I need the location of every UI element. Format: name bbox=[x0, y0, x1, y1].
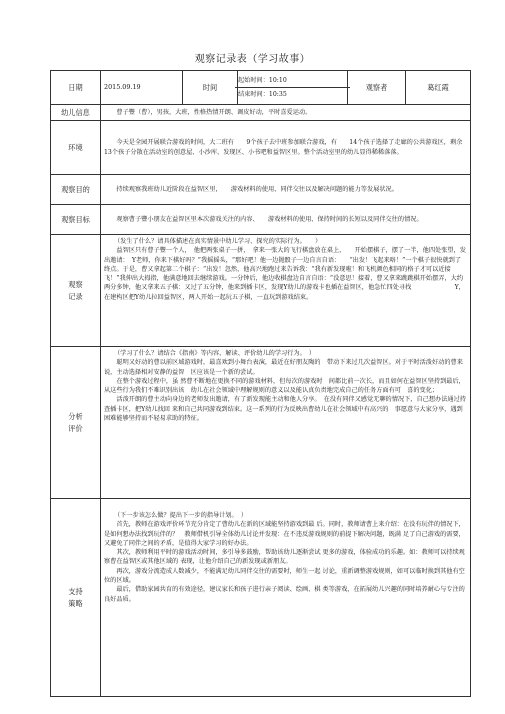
document-title: 观察记录表（学习故事） bbox=[194, 54, 311, 65]
support-row bbox=[51, 499, 471, 697]
analysis-paragraph-3: 活泼开朗的曹主动向身边的老师发出邀请，有了新发现能主动和他人分享。 在没有同伴又感觉无聊的情况下，自己想办法通过持查插卡区，把Y幼儿找回 来和自己共同游戏到结束。这一系列的行为反映出曹幼儿在社会领域中有高兴的 事愿意与大家分享，遇到困难能够坚持而不轻易求助的特征。 bbox=[104, 396, 466, 423]
child-info-row bbox=[51, 105, 471, 121]
observation-body: 益智区只有曹子豐一个人， 他把两张桌子一拼， 拿来一张大的飞行棋盘放在桌上， 开始摆棋子，摆了一半，他四处张望，发出邀请： Y老师，你来下棋好吗？”我摇摇头，“那好吧！他一边抛骰子一边自言自语： “出发！飞起来咯！”一个棋子很快就到了终点。于是，曹又拿起第二个棋子：“出发！忽然，他高兴地跑过来告诉我：“我有新发现啦！和飞机颜色相同的格子才可以近接飞！”我伸出大拇指，他满意地回去继续游戏。一分钟后，他边收棋盘边自言自语：“没意思！接着，曹又拿来跳跳棋开始摆弄，大约两分多钟，他又拿来五子棋：又过了五分钟，他来到插卡区，发现Y幼儿的游戏卡也插在益智区，他急忙四处寻找 Y，在建构区把Y幼儿拉回益智区，两人开始一起玩五子棋，一直玩到游戏结束。 bbox=[104, 247, 466, 301]
observation-row bbox=[51, 235, 471, 347]
environment-row bbox=[51, 121, 471, 175]
purpose-row bbox=[51, 175, 471, 205]
support-paragraph-1: 首先，教师在游戏评价环节充分肯定了曹幼儿在新的区域能坚持游戏到最 后。同时，教师请曹上来介绍：在没有玩伴的情况下，是如何想办法找到玩伴的？ 教师借机引导全体幼儿讨论并发现：在不违反游戏规则的前提下解决问题，既满 足了自己游戏的需要，又避免了同伴之间的矛盾，是值得大家学习的好办法。 bbox=[104, 521, 465, 547]
time-cell bbox=[238, 71, 348, 105]
observation-prompt: （发生了什么？请具体描述在真实情景中幼儿学习、探究的实际行为。 ） bbox=[114, 238, 322, 245]
date-value: 2015.09.19 bbox=[101, 71, 183, 105]
start-time: 起始时间：10:10 bbox=[235, 74, 350, 88]
purpose-text: 持续观察我班幼儿近阶段在益智区里， 游戏材料的使用、同伴交往以及解决问题的能力等发展状况。 bbox=[101, 175, 471, 205]
support-text bbox=[101, 499, 471, 697]
target-label: 观察目标 bbox=[51, 205, 101, 235]
support-paragraph-4: 最后，借助家园共育的有效途径，建议家长和孩子进行亲子阅读、绘画、棋 类等游戏，在拓展幼儿兴趣的同时培养耐心与专注的良好品质。 bbox=[104, 586, 465, 603]
analysis-label: 分析 评价 bbox=[51, 347, 101, 499]
analysis-paragraph-1: 聪明又好动的曹以前区域游戏时，最喜欢到小舞台表演，最近在好朋友陶的 带动下来过几次益智区。对于平时活泼好动的曹来说，主动选择相对安静的益智 区应该是一个新的尝试。 bbox=[104, 359, 463, 376]
support-prompt: （下一步该怎么做？提出下一步的指导计划。 ） bbox=[114, 512, 248, 519]
support-label: 支持 策略 bbox=[51, 499, 101, 697]
time-label: 时间 bbox=[183, 71, 238, 105]
child-info-label: 幼儿信息 bbox=[51, 105, 101, 121]
header-row bbox=[51, 71, 471, 105]
analysis-text bbox=[101, 347, 471, 499]
target-text: 观察曹子豐小朋友在益智区里本次游戏关注的内容、 游戏材料的使用、保持时间的长短以及同伴交往的情况。 bbox=[101, 205, 471, 235]
environment-label: 环境 bbox=[51, 121, 101, 175]
target-row bbox=[51, 205, 471, 235]
date-label: 日期 bbox=[51, 71, 101, 105]
support-paragraph-2: 其次，教师利用平时的游戏活动时间，多引导多鼓励，帮助该幼儿逐渐尝试 更多的游戏，体验成功的乐趣。如：教师可以持续观察曹在益智区或其他区域的 表现，让他介绍自己的新发现或新朋友。 bbox=[104, 549, 465, 566]
observation-label: 观察 记录 bbox=[51, 235, 101, 347]
support-paragraph-3: 再次，游戏分流造成人数减少，不能满足幼儿同伴交往的需要时，师生一起 讨论，重新调整游戏规则，如可以临时换到其他有空位的区域。 bbox=[104, 567, 465, 585]
observation-record-table bbox=[50, 70, 475, 697]
analysis-row bbox=[51, 347, 471, 499]
analysis-paragraph-2: 在整个游戏过程中，虽 然曹不断地在更换不同的游戏材料，但每次的游戏时 间都比前一次长，而且如何在益智区坚持到最后，从这些行为我们不难识别出该 幼儿在社会领域中理解规则的意义以及能认真负责地完成自己的任务方面有可 喜的变化； bbox=[104, 377, 465, 395]
observer-label: 观察者 bbox=[348, 71, 406, 105]
purpose-label: 观察目的 bbox=[51, 175, 101, 205]
observation-text bbox=[101, 235, 471, 347]
end-time: 结束时间：10:35 bbox=[238, 91, 287, 98]
analysis-prompt: （学习了什么？请结合《指南》等内容，解读、评价幼儿的学习行为。 ） bbox=[114, 350, 316, 357]
observer-value: 葛红霞 bbox=[406, 71, 471, 105]
environment-text: 今天是全园开展联合游戏的时间，大二班有 9个孩子去中班参加联合游戏，有 14个孩子选择了走廊的公共游戏区，剩余 13个孩子分散在活动室的创意屋、小沙库、发现区、小书吧和益智区里。整个活动室里的幼儿显得稀稀落落。 bbox=[101, 121, 471, 175]
child-info-text: 曹子豐（曹），男孩，大班，性格热情开朗、调皮好动，平时喜爱运动。 bbox=[101, 105, 471, 121]
